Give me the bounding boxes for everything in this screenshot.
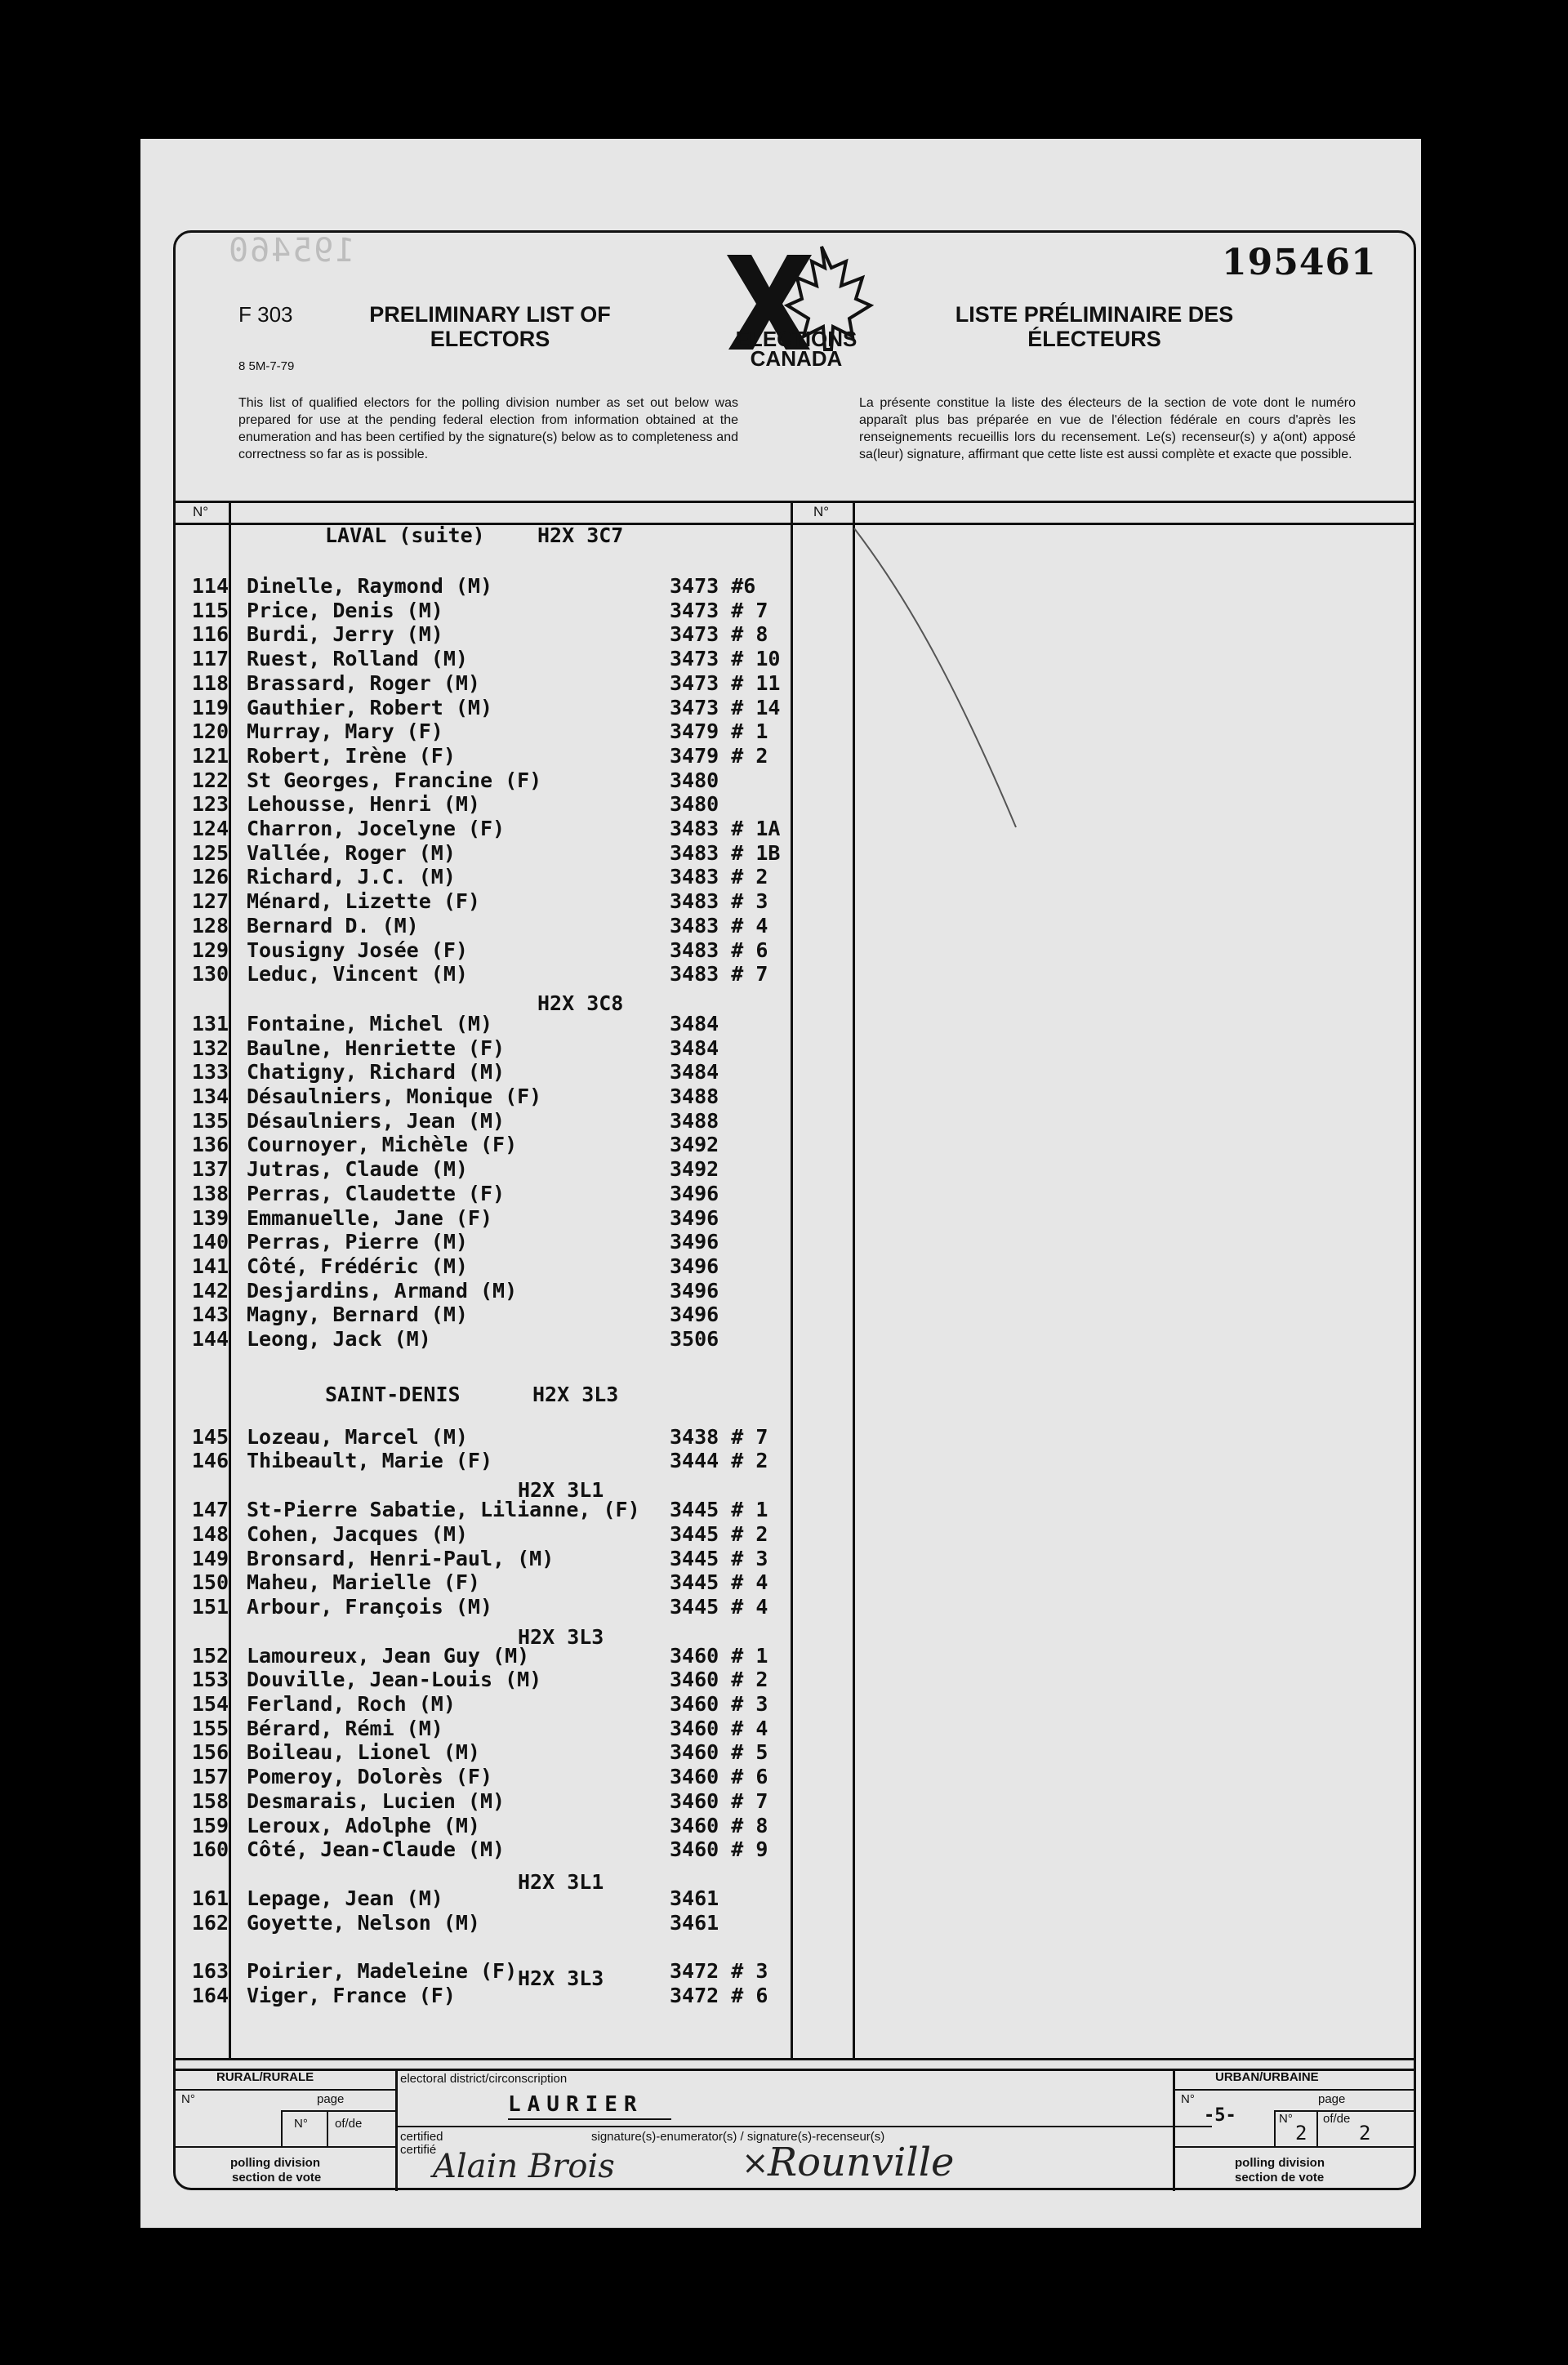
postal-code: H2X 3L3 [532,1383,619,1406]
elector-name: Baulne, Henriette (F) [247,1036,506,1060]
elector-number: 162 [191,1911,229,1935]
elector-number: 119 [191,696,229,719]
elector-number: 156 [191,1740,229,1764]
elector-row [0,1765,791,1789]
elector-row [0,622,791,647]
rural-page-no: N° [294,2117,308,2131]
elector-name: Leduc, Vincent (M) [247,962,468,986]
elector-number: 142 [191,1279,229,1303]
elector-row [0,1425,791,1450]
elector-row [0,671,791,696]
elector-name: Poirier, Madeleine (F) [247,1959,518,1983]
elector-row [0,1498,791,1522]
elector-row [0,1959,791,1984]
elector-address: 3460 # 3 [670,1692,768,1716]
faint-serial-number: 195460 [227,232,355,269]
elector-address: 3483 # 1A [670,817,781,840]
elector-address: 3460 # 7 [670,1789,768,1813]
elector-address: 3488 [670,1109,719,1133]
elector-row [0,914,791,938]
title-french: LISTE PRÉLIMINAIRE DES ÉLECTEURS [955,302,1234,351]
intro-english: This list of qualified electors for the polling division number as set out below was prepared for use at the pending federal election from information obtained at the enumeration and has been certified by the signature(s) below as to completeness and correctness so far as is possible. [238,396,738,461]
elector-address: 3460 # 9 [670,1837,768,1861]
elector-number: 122 [191,768,229,792]
elector-name: Cournoyer, Michèle (F) [247,1133,518,1156]
elector-row [0,1644,791,1668]
elector-number: 136 [191,1133,229,1156]
elector-name: Désaulniers, Monique (F) [247,1085,542,1108]
elector-name: Viger, France (F) [247,1984,456,2007]
elector-name: Cohen, Jacques (M) [247,1522,468,1546]
elector-row [0,719,791,744]
elector-row [0,574,791,599]
rural-polling-division: polling division [230,2156,320,2170]
elector-address: 3496 [670,1303,719,1326]
elector-row [0,1911,791,1935]
elector-row [0,1570,791,1595]
header-number-rule [229,501,231,523]
elector-name: Ruest, Rolland (M) [247,647,468,670]
elector-address: 3480 [670,768,719,792]
column-header-no-left: N° [193,504,209,519]
form-date: 8 5M-7-79 [238,359,295,373]
elector-row [0,1206,791,1231]
elector-number: 115 [191,599,229,622]
elector-number: 158 [191,1789,229,1813]
elector-name: Emmanuelle, Jane (F) [247,1206,493,1230]
elector-row [0,792,791,817]
section-label: SAINT-DENIS [325,1383,461,1406]
elector-address: 3473 # 8 [670,622,768,646]
postal-code: H2X 3L3 [518,1625,604,1649]
rural-divider [281,2110,283,2146]
elector-number: 133 [191,1060,229,1084]
elector-name: Charron, Jocelyne (F) [247,817,506,840]
elector-address: 3472 # 3 [670,1959,768,1983]
elector-address: 3445 # 4 [670,1595,768,1619]
certified-rule [395,2126,1212,2127]
elector-name: Lozeau, Marcel (M) [247,1425,468,1449]
elector-address: 3483 # 7 [670,962,768,986]
elector-number: 147 [191,1498,229,1521]
elector-number: 148 [191,1522,229,1546]
elector-row [0,696,791,720]
elector-address: 3460 # 8 [670,1814,768,1837]
elector-row [0,817,791,841]
elector-address: 3496 [670,1254,719,1278]
elector-name: Jutras, Claude (M) [247,1157,468,1181]
elector-address: 3496 [670,1182,719,1205]
elector-name: Bronsard, Henri-Paul, (M) [247,1547,555,1570]
middle-rule-left [791,501,793,2060]
elector-row [0,1522,791,1547]
elector-address: 3460 # 5 [670,1740,768,1764]
elector-address: 3473 # 14 [670,696,781,719]
elector-row [0,1085,791,1109]
elector-address: 3496 [670,1206,719,1230]
elector-address: 3492 [670,1157,719,1181]
elector-number: 134 [191,1085,229,1108]
elector-number: 121 [191,744,229,768]
elector-name: Desjardins, Armand (M) [247,1279,518,1303]
elector-number: 131 [191,1012,229,1036]
elector-address: 3460 # 6 [670,1765,768,1788]
rural-label: RURAL/RURALE [216,2070,314,2084]
elector-number: 139 [191,1206,229,1230]
elector-number: 155 [191,1717,229,1740]
elector-address: 3473 # 11 [670,671,781,695]
elector-row [0,938,791,963]
elector-number: 114 [191,574,229,598]
urban-page-no: N° [1279,2112,1293,2126]
elector-address: 3460 # 1 [670,1644,768,1668]
certifie-label: certifié [400,2143,437,2157]
elector-name: Lehousse, Henri (M) [247,792,480,816]
elector-number: 149 [191,1547,229,1570]
elector-row [0,865,791,889]
elector-row [0,1303,791,1327]
elector-address: 3461 [670,1886,719,1910]
elector-row [0,1133,791,1157]
rural-bottom-rule [173,2146,395,2148]
elector-row [0,1449,791,1473]
elector-address: 3445 # 2 [670,1522,768,1546]
elector-row [0,1254,791,1279]
urban-no: N° [1181,2092,1195,2106]
elector-number: 140 [191,1230,229,1254]
footer-right-divider [1173,2069,1175,2191]
elector-row [0,1717,791,1741]
serial-number: 195461 [1222,242,1377,283]
elector-row [0,1595,791,1619]
elector-row [0,1668,791,1692]
elector-name: Robert, Irène (F) [247,744,456,768]
urban-page-value: 2 [1295,2122,1307,2145]
postal-code: H2X 3C7 [537,523,624,547]
elector-name: Perras, Claudette (F) [247,1182,506,1205]
elector-address: 3460 # 2 [670,1668,768,1691]
elector-name: Brassard, Roger (M) [247,671,480,695]
elector-address: 3480 [670,792,719,816]
logo-line-2: CANADA [750,346,843,371]
elector-address: 3472 # 6 [670,1984,768,2007]
elector-row [0,841,791,866]
elector-row [0,1182,791,1206]
logo-line-1: ELECTIONS [735,327,858,351]
elector-address: 3479 # 1 [670,719,768,743]
elector-name: Tousigny Josée (F) [247,938,468,962]
elector-address: 3445 # 4 [670,1570,768,1594]
elector-number: 138 [191,1182,229,1205]
table-bottom-rule [173,2058,1416,2060]
elector-name: Price, Denis (M) [247,599,443,622]
elector-row [0,889,791,914]
elector-number: 127 [191,889,229,913]
elector-number: 116 [191,622,229,646]
elector-name: St Georges, Francine (F) [247,768,542,792]
elector-name: Fontaine, Michel (M) [247,1012,493,1036]
elector-name: Chatigny, Richard (M) [247,1060,506,1084]
elector-number: 128 [191,914,229,938]
rural-page: page [317,2092,345,2106]
rural-page-rule [281,2110,395,2112]
elector-row [0,1814,791,1838]
elector-address: 3483 # 4 [670,914,768,938]
title-english: PRELIMINARY LIST OF ELECTORS [369,302,611,351]
elector-name: Pomeroy, Dolorès (F) [247,1765,493,1788]
rural-section-de-vote: section de vote [232,2171,322,2185]
urban-page: page [1318,2092,1346,2106]
district-name: LAURIER [508,2092,644,2117]
elector-address: 3483 # 2 [670,865,768,889]
elector-number: 124 [191,817,229,840]
urban-rule [1173,2089,1416,2091]
elector-address: 3445 # 1 [670,1498,768,1521]
elector-name: Boileau, Lionel (M) [247,1740,480,1764]
elector-address: 3484 [670,1036,719,1060]
elector-row [0,1886,791,1911]
elector-row [0,1327,791,1352]
postal-code: H2X 3L1 [518,1478,604,1502]
elector-address: 3506 [670,1327,719,1351]
elector-number: 132 [191,1036,229,1060]
elector-number: 120 [191,719,229,743]
rural-rule [173,2089,395,2091]
urban-section-de-vote: section de vote [1235,2171,1325,2185]
urban-bottom-rule [1173,2146,1416,2148]
elector-number: 143 [191,1303,229,1326]
elector-number: 161 [191,1886,229,1910]
elector-number: 141 [191,1254,229,1278]
district-underline [508,2118,671,2120]
urban-divider [1316,2110,1318,2146]
elector-name: Desmarais, Lucien (M) [247,1789,506,1813]
elector-number: 118 [191,671,229,695]
elector-row [0,1036,791,1061]
elector-name: Richard, J.C. (M) [247,865,456,889]
district-label: electoral district/circonscription [400,2072,568,2086]
elector-name: Dinelle, Raymond (M) [247,574,493,598]
elector-number: 157 [191,1765,229,1788]
elector-row [0,1279,791,1303]
elector-address: 3488 [670,1085,719,1108]
rural-of: of/de [335,2117,363,2131]
signature-cross-mark: × [742,2145,769,2182]
elector-number: 159 [191,1814,229,1837]
urban-of-value: 2 [1359,2122,1371,2145]
elector-number: 126 [191,865,229,889]
elector-name: Magny, Bernard (M) [247,1303,468,1326]
elector-address: 3438 # 7 [670,1425,768,1449]
elector-number: 144 [191,1327,229,1351]
elector-name: Leroux, Adolphe (M) [247,1814,480,1837]
elector-address: 3484 [670,1012,719,1036]
elector-row [0,1012,791,1036]
urban-no-value: -5- [1204,2105,1236,2126]
elector-number: 160 [191,1837,229,1861]
elector-address: 3445 # 3 [670,1547,768,1570]
elector-number: 151 [191,1595,229,1619]
elector-number: 117 [191,647,229,670]
form-number: F 303 [238,302,293,327]
elector-row [0,1109,791,1134]
elector-number: 125 [191,841,229,865]
elector-name: Perras, Pierre (M) [247,1230,468,1254]
certified-label: certified [400,2130,443,2144]
urban-polling-division: polling division [1235,2156,1325,2170]
elector-address: 3473 # 7 [670,599,768,622]
postal-code: H2X 3L3 [518,1966,604,1990]
elector-address: 3483 # 3 [670,889,768,913]
section-label: LAVAL (suite) [325,523,485,547]
elector-address: 3473 #6 [670,574,756,598]
elections-canada-logo [719,245,874,376]
elector-row [0,1789,791,1814]
elector-name: Côté, Frédéric (M) [247,1254,468,1278]
elector-address: 3473 # 10 [670,647,781,670]
urban-divider [1274,2110,1276,2146]
elector-row [0,744,791,768]
elector-name: Ferland, Roch (M) [247,1692,456,1716]
elector-name: Désaulniers, Jean (M) [247,1109,506,1133]
elector-name: Ménard, Lizette (F) [247,889,480,913]
x-maple-leaf-icon [719,245,874,376]
elector-name: Bernard D. (M) [247,914,419,938]
elector-name: Goyette, Nelson (M) [247,1911,480,1935]
elector-number: 135 [191,1109,229,1133]
elector-number: 129 [191,938,229,962]
elector-number: 152 [191,1644,229,1668]
elector-row [0,1547,791,1571]
elector-row [0,1157,791,1182]
elector-name: Arbour, François (M) [247,1595,493,1619]
postal-code: H2X 3C8 [537,991,624,1015]
elector-name: Vallée, Roger (M) [247,841,456,865]
elector-name: Leong, Jack (M) [247,1327,431,1351]
urban-of: of/de [1323,2112,1351,2126]
elector-name: St-Pierre Sabatie, Lilianne, (F) [247,1498,640,1521]
elector-address: 3479 # 2 [670,744,768,768]
urban-label: URBAN/URBAINE [1215,2070,1319,2084]
intro-french: La présente constitue la liste des électeurs de la section de vote dont le numéro apparaît plus bas préparée en vue de l'élection fédérale en cours d'après les renseignements recueillis lors du recensement. Le(s) recenseur(s) y a(ont) apposé sa(leur) signature, affirmant que cette liste est aussi complète et exacte que possible. [859,396,1356,461]
elector-number: 145 [191,1425,229,1449]
elector-name: Bérard, Rémi (M) [247,1717,443,1740]
elector-number: 153 [191,1668,229,1691]
elector-number: 146 [191,1449,229,1472]
elector-row [0,599,791,623]
elector-number: 164 [191,1984,229,2007]
signature-enumerator-2: Rounville [768,2140,955,2185]
elector-address: 3483 # 1B [670,841,781,865]
elector-name: Gauthier, Robert (M) [247,696,493,719]
elector-row [0,1984,791,2008]
elector-name: Côté, Jean-Claude (M) [247,1837,506,1861]
elector-address: 3492 [670,1133,719,1156]
pencil-stroke [853,525,1049,835]
elector-name: Lamoureux, Jean Guy (M) [247,1644,530,1668]
signature-enumerator-1: Alain Brois [433,2148,615,2185]
elector-number: 150 [191,1570,229,1594]
elector-name: Lepage, Jean (M) [247,1886,443,1910]
elector-name: Douville, Jean-Louis (M) [247,1668,542,1691]
rural-no: N° [181,2092,195,2106]
postal-code: H2X 3L1 [518,1870,604,1894]
elector-row [0,768,791,793]
elector-number: 163 [191,1959,229,1983]
elector-address: 3461 [670,1911,719,1935]
table-top-rule [173,501,1416,503]
elector-name: Maheu, Marielle (F) [247,1570,480,1594]
elector-name: Burdi, Jerry (M) [247,622,443,646]
rural-divider [327,2110,328,2146]
elector-address: 3444 # 2 [670,1449,768,1472]
elector-address: 3496 [670,1230,719,1254]
elector-name: Murray, Mary (F) [247,719,443,743]
signature-label: signature(s)-enumerator(s) / signature(s)-recenseur(s) [591,2130,885,2144]
elector-number: 154 [191,1692,229,1716]
elector-number: 130 [191,962,229,986]
column-header-no-right: N° [813,504,830,519]
elector-number: 123 [191,792,229,816]
elector-address: 3484 [670,1060,719,1084]
elector-row [0,1692,791,1717]
elector-name: Thibeault, Marie (F) [247,1449,493,1472]
elector-row [0,962,791,987]
elector-row [0,647,791,671]
elector-row [0,1230,791,1254]
elector-row [0,1837,791,1862]
footer-left-divider [395,2069,398,2191]
elector-row [0,1740,791,1765]
elector-address: 3496 [670,1279,719,1303]
elector-address: 3460 # 4 [670,1717,768,1740]
elector-address: 3483 # 6 [670,938,768,962]
elector-number: 137 [191,1157,229,1181]
elector-row [0,1060,791,1085]
